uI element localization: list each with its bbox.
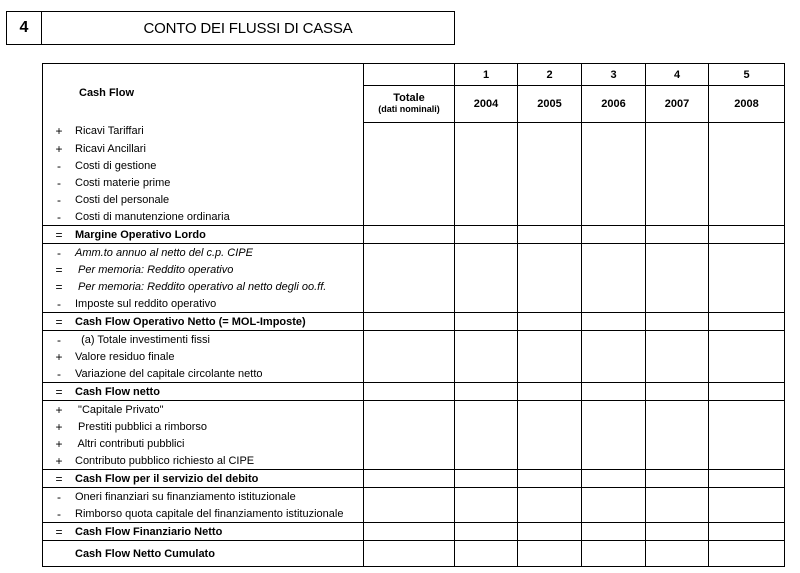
year-value-cell bbox=[455, 470, 518, 488]
row-sign: + bbox=[55, 349, 63, 364]
year-value-cell bbox=[709, 191, 785, 208]
year-value-cell bbox=[709, 244, 785, 262]
year-value-cell bbox=[455, 435, 518, 452]
year-value-cell bbox=[518, 348, 582, 365]
row-label: Per memoria: Reddito operativo bbox=[75, 263, 234, 276]
row-label-cell bbox=[43, 452, 364, 470]
year-value-cell bbox=[518, 278, 582, 295]
row-label: (a) Totale investimenti fissi bbox=[75, 333, 210, 346]
row-label: Cash Flow netto bbox=[75, 385, 160, 398]
year-value-cell bbox=[518, 401, 582, 419]
row-sign: + bbox=[55, 141, 63, 156]
row-label: Oneri finanziari su finanziamento istituzionale bbox=[75, 490, 296, 503]
year-value-cell bbox=[646, 123, 709, 141]
row-label: Margine Operativo Lordo bbox=[75, 228, 206, 241]
row-label-cell bbox=[43, 191, 364, 208]
row-sign: = bbox=[55, 227, 63, 242]
col-year: 2005 bbox=[518, 86, 582, 123]
col-number: 2 bbox=[518, 64, 582, 86]
total-value-cell bbox=[364, 313, 455, 331]
table-row bbox=[43, 488, 785, 506]
year-value-cell bbox=[646, 278, 709, 295]
year-value-cell bbox=[646, 488, 709, 506]
year-value-cell bbox=[518, 331, 582, 349]
year-value-cell bbox=[709, 452, 785, 470]
year-value-cell bbox=[582, 348, 646, 365]
total-value-cell bbox=[364, 261, 455, 278]
row-label: Prestiti pubblici a rimborso bbox=[75, 420, 208, 433]
row-label-cell bbox=[43, 174, 364, 191]
year-value-cell bbox=[455, 261, 518, 278]
year-value-cell bbox=[518, 470, 582, 488]
year-value-cell bbox=[455, 244, 518, 262]
year-value-cell bbox=[582, 295, 646, 313]
row-label: Altri contributi pubblici bbox=[75, 437, 185, 450]
year-value-cell bbox=[709, 523, 785, 541]
year-value-cell bbox=[455, 365, 518, 383]
table-row bbox=[43, 401, 785, 419]
total-value-cell bbox=[364, 365, 455, 383]
row-label: Rimborso quota capitale del finanziamento istituzionale bbox=[75, 507, 344, 520]
year-value-cell bbox=[518, 244, 582, 262]
total-value-cell bbox=[364, 418, 455, 435]
year-value-cell bbox=[455, 488, 518, 506]
row-sign: - bbox=[57, 332, 61, 347]
row-label-cell bbox=[43, 261, 364, 278]
row-sign: = bbox=[55, 314, 63, 329]
total-value-cell bbox=[364, 331, 455, 349]
total-value-cell bbox=[364, 157, 455, 174]
year-value-cell bbox=[582, 418, 646, 435]
row-label-cell bbox=[43, 523, 364, 541]
table-row bbox=[43, 470, 785, 488]
row-sign: - bbox=[57, 296, 61, 311]
year-value-cell bbox=[709, 348, 785, 365]
year-value-cell bbox=[582, 208, 646, 226]
year-value-cell bbox=[518, 226, 582, 244]
col-year: 2004 bbox=[455, 86, 518, 123]
row-label-cell bbox=[43, 505, 364, 523]
row-sign: - bbox=[57, 489, 61, 504]
year-value-cell bbox=[455, 157, 518, 174]
year-value-cell bbox=[646, 452, 709, 470]
year-value-cell bbox=[582, 452, 646, 470]
year-value-cell bbox=[709, 278, 785, 295]
year-value-cell bbox=[709, 208, 785, 226]
year-value-cell bbox=[709, 505, 785, 523]
total-header bbox=[364, 86, 455, 123]
year-value-cell bbox=[582, 313, 646, 331]
row-sign: = bbox=[55, 384, 63, 399]
row-label: Imposte sul reddito operativo bbox=[75, 297, 217, 310]
year-value-cell bbox=[518, 313, 582, 331]
year-value-cell bbox=[455, 191, 518, 208]
col-year: 2006 bbox=[582, 86, 646, 123]
year-value-cell bbox=[709, 261, 785, 278]
year-value-cell bbox=[709, 157, 785, 174]
year-value-cell bbox=[709, 541, 785, 567]
table-row bbox=[43, 505, 785, 523]
year-value-cell bbox=[709, 174, 785, 191]
row-sign: - bbox=[57, 506, 61, 521]
year-value-cell bbox=[518, 157, 582, 174]
table-row bbox=[43, 452, 785, 470]
total-value-cell bbox=[364, 278, 455, 295]
year-value-cell bbox=[582, 541, 646, 567]
year-value-cell bbox=[582, 470, 646, 488]
row-label-cell bbox=[43, 313, 364, 331]
row-sign: = bbox=[55, 279, 63, 294]
year-value-cell bbox=[455, 452, 518, 470]
year-value-cell bbox=[646, 435, 709, 452]
year-value-cell bbox=[646, 313, 709, 331]
row-sign: - bbox=[57, 366, 61, 381]
table-row bbox=[43, 365, 785, 383]
table-row bbox=[43, 435, 785, 452]
year-value-cell bbox=[646, 208, 709, 226]
header-row-numbers bbox=[43, 64, 785, 86]
section-number: 4 bbox=[6, 11, 42, 45]
table-row bbox=[43, 331, 785, 349]
table-row bbox=[43, 313, 785, 331]
total-value-cell bbox=[364, 244, 455, 262]
year-value-cell bbox=[582, 401, 646, 419]
year-value-cell bbox=[455, 331, 518, 349]
row-label: Valore residuo finale bbox=[75, 350, 175, 363]
row-label: Cash Flow Finanziario Netto bbox=[75, 525, 223, 538]
year-value-cell bbox=[455, 505, 518, 523]
year-value-cell bbox=[582, 488, 646, 506]
col-number: 3 bbox=[582, 64, 646, 86]
table-row bbox=[43, 541, 785, 567]
year-value-cell bbox=[582, 523, 646, 541]
row-label: Per memoria: Reddito operativo al netto degli oo.ff. bbox=[75, 280, 327, 293]
row-label: Costi materie prime bbox=[75, 176, 171, 189]
total-value-cell bbox=[364, 226, 455, 244]
table-row bbox=[43, 418, 785, 435]
year-value-cell bbox=[646, 505, 709, 523]
row-label: Costi di manutenzione ordinaria bbox=[75, 210, 230, 223]
year-value-cell bbox=[455, 383, 518, 401]
row-sign: - bbox=[57, 158, 61, 173]
row-label: Ricavi Tariffari bbox=[75, 125, 144, 138]
year-value-cell bbox=[455, 541, 518, 567]
total-value-cell bbox=[364, 295, 455, 313]
year-value-cell bbox=[518, 295, 582, 313]
col-number: 5 bbox=[709, 64, 785, 86]
year-value-cell bbox=[518, 191, 582, 208]
row-sign: + bbox=[55, 402, 63, 417]
year-value-cell bbox=[582, 435, 646, 452]
table-row bbox=[43, 278, 785, 295]
total-value-cell bbox=[364, 123, 455, 141]
total-value-cell bbox=[364, 348, 455, 365]
year-value-cell bbox=[582, 383, 646, 401]
year-value-cell bbox=[455, 278, 518, 295]
year-value-cell bbox=[709, 140, 785, 157]
row-label: Ricavi Ancillari bbox=[75, 142, 146, 155]
year-value-cell bbox=[646, 174, 709, 191]
year-value-cell bbox=[455, 123, 518, 141]
cash-flow-table bbox=[42, 63, 785, 567]
year-value-cell bbox=[455, 174, 518, 191]
total-value-cell bbox=[364, 191, 455, 208]
year-value-cell bbox=[518, 174, 582, 191]
year-value-cell bbox=[646, 140, 709, 157]
section-title: CONTO DEI FLUSSI DI CASSA bbox=[42, 11, 455, 45]
year-value-cell bbox=[455, 295, 518, 313]
year-value-cell bbox=[518, 435, 582, 452]
year-value-cell bbox=[582, 261, 646, 278]
year-value-cell bbox=[518, 452, 582, 470]
year-value-cell bbox=[582, 174, 646, 191]
row-label: Costi di gestione bbox=[75, 159, 157, 172]
year-value-cell bbox=[518, 140, 582, 157]
total-value-cell bbox=[364, 505, 455, 523]
row-label: Variazione del capitale circolante netto bbox=[75, 367, 263, 380]
total-value-cell bbox=[364, 174, 455, 191]
row-label-cell bbox=[43, 226, 364, 244]
table-row bbox=[43, 140, 785, 157]
row-label: Costi del personale bbox=[75, 193, 170, 206]
row-label: Cash Flow Netto Cumulato bbox=[75, 547, 215, 560]
total-value-cell bbox=[364, 541, 455, 567]
year-value-cell bbox=[518, 123, 582, 141]
total-value-cell bbox=[364, 140, 455, 157]
table-row bbox=[43, 157, 785, 174]
year-value-cell bbox=[646, 226, 709, 244]
col-year: 2007 bbox=[646, 86, 709, 123]
year-value-cell bbox=[518, 261, 582, 278]
year-value-cell bbox=[709, 435, 785, 452]
year-value-cell bbox=[709, 383, 785, 401]
row-sign: - bbox=[57, 175, 61, 190]
year-value-cell bbox=[646, 157, 709, 174]
year-value-cell bbox=[455, 348, 518, 365]
table-row bbox=[43, 226, 785, 244]
year-value-cell bbox=[646, 261, 709, 278]
row-label-cell bbox=[43, 383, 364, 401]
year-value-cell bbox=[646, 365, 709, 383]
row-sign: + bbox=[55, 419, 63, 434]
row-sign: = bbox=[55, 262, 63, 277]
year-value-cell bbox=[518, 488, 582, 506]
total-header-top bbox=[364, 64, 455, 86]
year-value-cell bbox=[709, 488, 785, 506]
year-value-cell bbox=[582, 226, 646, 244]
table-row bbox=[43, 261, 785, 278]
row-label: Contributo pubblico richiesto al CIPE bbox=[75, 454, 255, 467]
row-sign: - bbox=[57, 245, 61, 260]
year-value-cell bbox=[709, 365, 785, 383]
row-label-cell bbox=[43, 140, 364, 157]
table-row bbox=[43, 123, 785, 141]
year-value-cell bbox=[709, 418, 785, 435]
year-value-cell bbox=[646, 418, 709, 435]
total-value-cell bbox=[364, 523, 455, 541]
table-row bbox=[43, 523, 785, 541]
row-label-cell bbox=[43, 295, 364, 313]
table-row bbox=[43, 174, 785, 191]
row-label-cell bbox=[43, 435, 364, 452]
row-label-cell bbox=[43, 123, 364, 141]
row-sign: - bbox=[57, 209, 61, 224]
total-value-cell bbox=[364, 435, 455, 452]
year-value-cell bbox=[518, 208, 582, 226]
table-row bbox=[43, 244, 785, 262]
year-value-cell bbox=[455, 523, 518, 541]
year-value-cell bbox=[646, 331, 709, 349]
table-row bbox=[43, 383, 785, 401]
year-value-cell bbox=[582, 123, 646, 141]
year-value-cell bbox=[455, 418, 518, 435]
year-value-cell bbox=[709, 226, 785, 244]
table-row bbox=[43, 208, 785, 226]
year-value-cell bbox=[646, 541, 709, 567]
year-value-cell bbox=[709, 295, 785, 313]
row-label-cell bbox=[43, 244, 364, 262]
year-value-cell bbox=[646, 401, 709, 419]
year-value-cell bbox=[582, 244, 646, 262]
table-row bbox=[43, 295, 785, 313]
row-sign: = bbox=[55, 471, 63, 486]
col-year: 2008 bbox=[709, 86, 785, 123]
row-label-cell bbox=[43, 418, 364, 435]
row-sign: - bbox=[57, 192, 61, 207]
total-header-sub: (dati nominali) bbox=[378, 104, 440, 114]
year-value-cell bbox=[646, 191, 709, 208]
year-value-cell bbox=[646, 383, 709, 401]
year-value-cell bbox=[646, 470, 709, 488]
year-value-cell bbox=[582, 191, 646, 208]
year-value-cell bbox=[709, 401, 785, 419]
row-label-cell bbox=[43, 331, 364, 349]
total-value-cell bbox=[364, 452, 455, 470]
row-label-cell bbox=[43, 401, 364, 419]
year-value-cell bbox=[582, 157, 646, 174]
year-value-cell bbox=[709, 331, 785, 349]
row-label-cell bbox=[43, 208, 364, 226]
table-row bbox=[43, 348, 785, 365]
year-value-cell bbox=[518, 365, 582, 383]
year-value-cell bbox=[582, 140, 646, 157]
year-value-cell bbox=[646, 244, 709, 262]
total-value-cell bbox=[364, 383, 455, 401]
row-sign: = bbox=[55, 524, 63, 539]
year-value-cell bbox=[455, 313, 518, 331]
row-label-cell bbox=[43, 541, 364, 567]
row-label: Amm.to annuo al netto del c.p. CIPE bbox=[75, 246, 253, 259]
row-label-cell bbox=[43, 365, 364, 383]
row-label-cell bbox=[43, 278, 364, 295]
row-label: Cash Flow Operativo Netto (= MOL-Imposte) bbox=[75, 315, 306, 328]
year-value-cell bbox=[646, 295, 709, 313]
row-sign: + bbox=[55, 453, 63, 468]
year-value-cell bbox=[518, 418, 582, 435]
total-value-cell bbox=[364, 488, 455, 506]
row-label-cell bbox=[43, 470, 364, 488]
row-sign: + bbox=[55, 124, 63, 139]
year-value-cell bbox=[455, 401, 518, 419]
year-value-cell bbox=[709, 470, 785, 488]
col-number: 4 bbox=[646, 64, 709, 86]
year-value-cell bbox=[455, 226, 518, 244]
table-body bbox=[43, 123, 785, 567]
year-value-cell bbox=[582, 278, 646, 295]
total-header-label: Totale bbox=[393, 92, 425, 104]
row-label: Cash Flow per il servizio del debito bbox=[75, 472, 259, 485]
row-label-cell bbox=[43, 348, 364, 365]
year-value-cell bbox=[646, 348, 709, 365]
year-value-cell bbox=[646, 523, 709, 541]
year-value-cell bbox=[455, 140, 518, 157]
col-number: 1 bbox=[455, 64, 518, 86]
total-value-cell bbox=[364, 470, 455, 488]
total-value-cell bbox=[364, 401, 455, 419]
year-value-cell bbox=[582, 331, 646, 349]
year-value-cell bbox=[455, 208, 518, 226]
year-value-cell bbox=[582, 505, 646, 523]
table-title: Cash Flow bbox=[43, 64, 364, 123]
table-row bbox=[43, 191, 785, 208]
row-label: "Capitale Privato" bbox=[75, 403, 164, 416]
total-value-cell bbox=[364, 208, 455, 226]
year-value-cell bbox=[709, 313, 785, 331]
row-label-cell bbox=[43, 488, 364, 506]
year-value-cell bbox=[582, 365, 646, 383]
year-value-cell bbox=[518, 383, 582, 401]
year-value-cell bbox=[518, 505, 582, 523]
year-value-cell bbox=[518, 523, 582, 541]
row-sign: + bbox=[55, 436, 63, 451]
year-value-cell bbox=[709, 123, 785, 141]
row-label-cell bbox=[43, 157, 364, 174]
year-value-cell bbox=[518, 541, 582, 567]
